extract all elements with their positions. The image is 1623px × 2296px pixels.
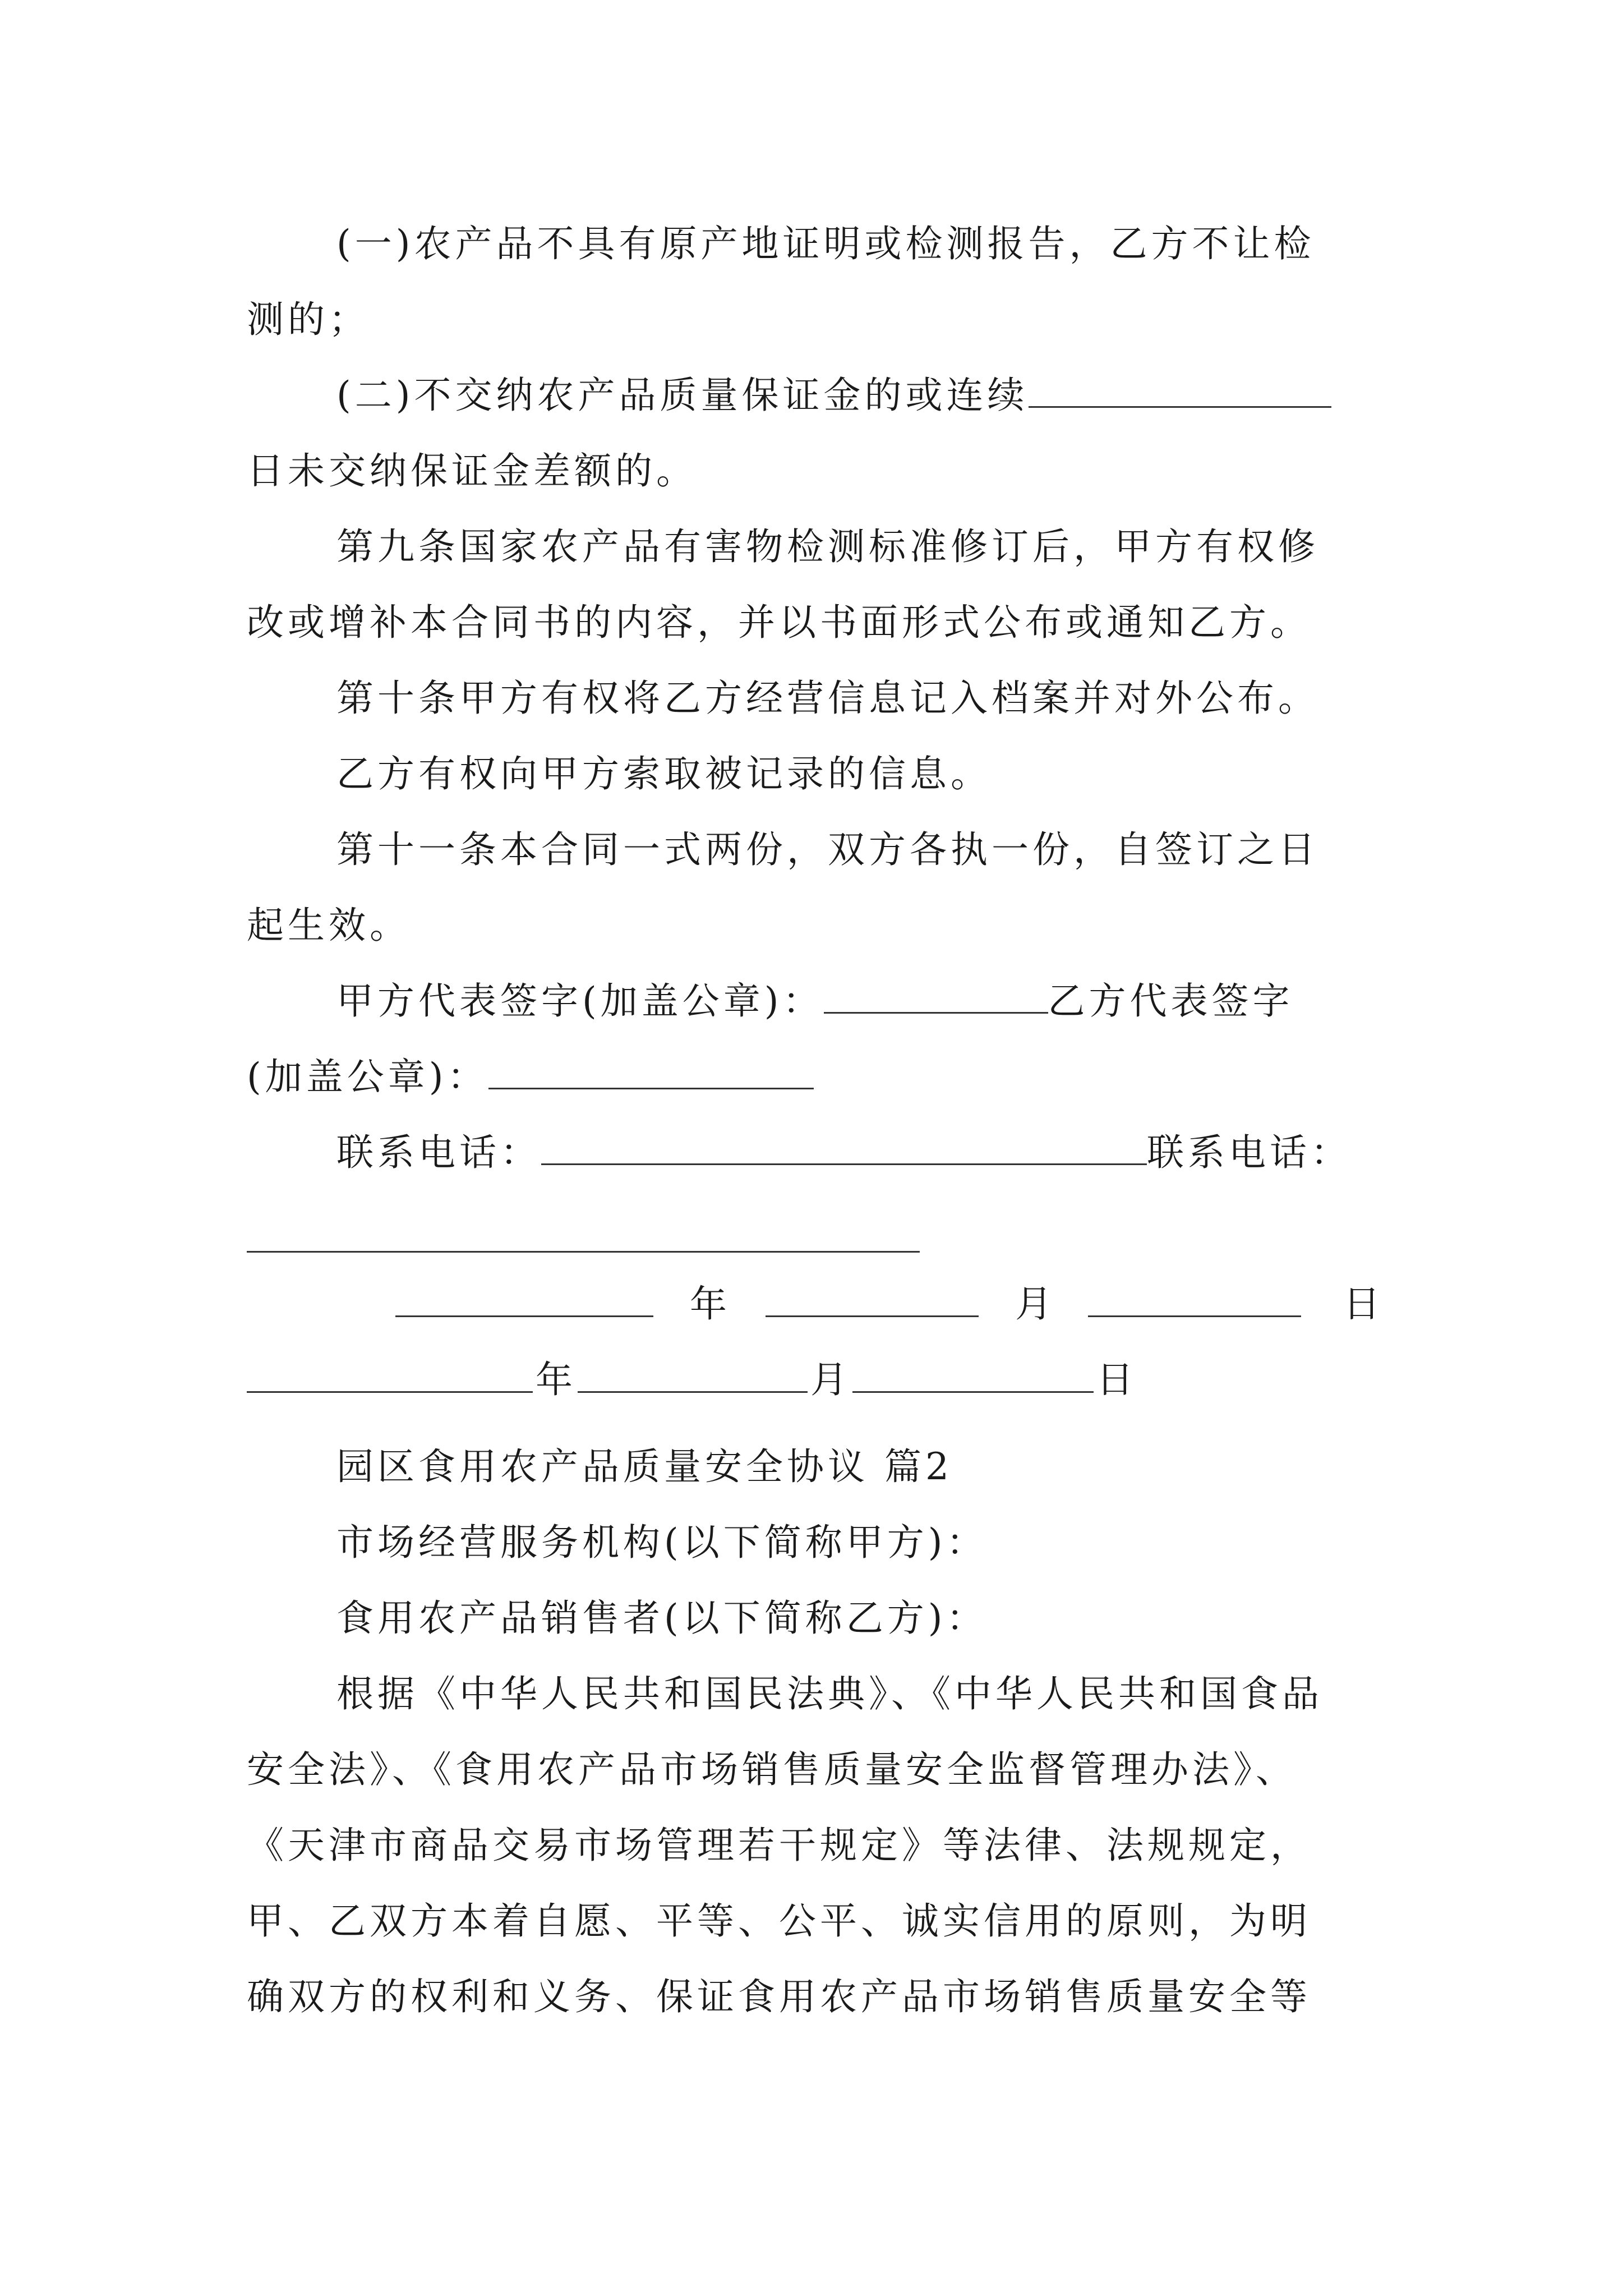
date2-year-blank[interactable]	[247, 1352, 533, 1393]
date2-month-blank[interactable]	[578, 1352, 808, 1393]
signature-line-2	[247, 1049, 1380, 1105]
phone-line	[336, 1125, 1380, 1181]
party-b-signature-label: 乙方代表签字	[1048, 979, 1294, 1023]
date-row-2	[0, 1352, 1623, 1408]
party-a-line: 市场经营服务机构(以下简称甲方)：	[336, 1521, 988, 1564]
party-a-phone-label: 联系电话：	[336, 1131, 541, 1174]
party-b-phone-blank[interactable]	[247, 1251, 920, 1253]
date1-day-blank[interactable]	[1088, 1276, 1301, 1317]
clause-item-2-text: (二)不交纳农产品质量保证金的或连续	[336, 374, 1029, 417]
blank-days[interactable]	[1029, 375, 1331, 408]
party-b-phone-label: 联系电话：	[1147, 1131, 1352, 1174]
date2-day-label: 日	[1096, 1358, 1133, 1401]
clause-item-2-line2: 日未交纳保证金差额的。	[247, 449, 697, 493]
article-11-line1: 第十一条本合同一式两份，双方各执一份，自签订之日	[336, 828, 1319, 871]
basis-line-4: 甲、乙双方本着自愿、平等、公平、诚实信用的原则，为明	[247, 1899, 1311, 1943]
article-9-line2: 改或增补本合同书的内容，并以书面形式公布或通知乙方。	[247, 601, 1311, 644]
date2-month-label: 月	[810, 1358, 847, 1401]
basis-line-5: 确双方的权利和义务、保证食用农产品市场销售质量安全等	[247, 1975, 1311, 2018]
signature-line-1	[336, 973, 1380, 1029]
party-b-signature-blank[interactable]	[488, 1056, 814, 1089]
party-a-signature-blank[interactable]	[824, 981, 1048, 1014]
basis-line-1: 根据《中华人民共和国民法典》、《中华人民共和国食品	[336, 1672, 1323, 1715]
basis-line-2: 安全法》、《食用农产品市场销售质量安全监督管理办法》、	[247, 1748, 1297, 1791]
date1-year-label: 年	[690, 1282, 727, 1326]
date1-month-blank[interactable]	[766, 1276, 979, 1317]
date2-day-blank[interactable]	[852, 1352, 1094, 1393]
date1-month-label: 月	[1015, 1282, 1052, 1326]
date2-year-label: 年	[536, 1358, 573, 1401]
date-row-1	[0, 1276, 1623, 1332]
basis-line-3: 《天津市商品交易市场管理若干规定》等法律、法规规定，	[247, 1824, 1311, 1867]
party-b-line: 食用农产品销售者(以下简称乙方)：	[336, 1596, 988, 1640]
article-9-line1: 第九条国家农产品有害物检测标准修订后，甲方有权修	[336, 525, 1319, 568]
article-10-line2: 乙方有权向甲方索取被记录的信息。	[336, 752, 992, 795]
clause-item-1-line2: 测的；	[247, 298, 370, 341]
section-title-2: 园区食用农产品质量安全协议 篇2	[336, 1445, 953, 1488]
clause-item-2-line1	[336, 367, 1380, 424]
article-10-line1: 第十条甲方有权将乙方经营信息记入档案并对外公布。	[336, 677, 1319, 720]
date1-year-blank[interactable]	[395, 1276, 653, 1317]
party-b-seal-label: (加盖公章)：	[247, 1055, 488, 1098]
party-a-phone-blank[interactable]	[541, 1132, 1147, 1165]
party-a-signature-label: 甲方代表签字(加盖公章)：	[336, 979, 824, 1023]
date1-day-label: 日	[1343, 1282, 1380, 1326]
clause-item-1-line1: (一)农产品不具有原产地证明或检测报告，乙方不让检	[336, 222, 1315, 265]
article-11-line2: 起生效。	[247, 904, 411, 947]
